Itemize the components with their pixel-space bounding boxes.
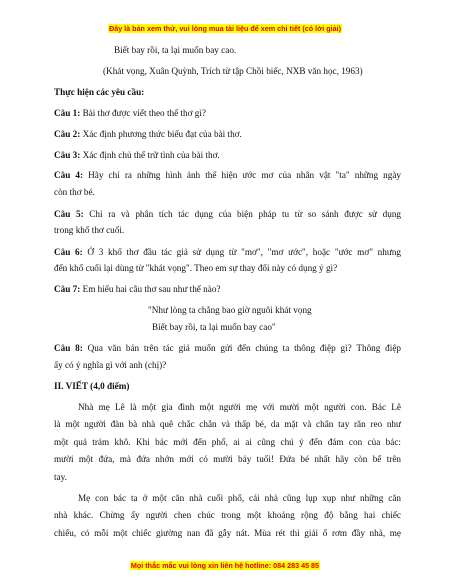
question-5 [54, 208, 401, 220]
question-text: Xác định phương thức biểu đạt của bài thơ. [82, 129, 242, 139]
preview-banner: Đây là bản xem thử, vui lòng mua tài liệu để xem chi tiết (có lời giải) [109, 24, 341, 33]
question-4-cont: còn thơ bé. [54, 187, 95, 197]
question-6-cont: đến khổ cuối lại dùng từ "khát vọng". Theo em sự thay đổi này có dụng ý gì? [54, 263, 338, 273]
section-heading: II. VIẾT (4,0 điểm) [54, 381, 130, 391]
tasks-heading: Thực hiện các yêu cầu: [54, 87, 145, 97]
quote-line-1: "Như lòng ta chẳng bao giờ nguôi khát vọng [148, 305, 312, 315]
question-text: Qua văn bản trên tác giả muốn gửi đến chúng ta thông điệp gì? Thông điệp [87, 343, 401, 353]
question-8 [54, 342, 401, 354]
essay-line: Nhà mẹ Lê là một gia đình một người mẹ với mười một người con. Bác Lê [78, 402, 401, 412]
essay-line: Mẹ con bác ta ở một căn nhà cuối phố, cái nhà cũng lụp xụp như những căn [78, 493, 401, 503]
question-text: Hãy chỉ ra những hình ảnh thể hiện ước mơ của nhân vật "ta" những ngày [88, 170, 402, 180]
essay-line: một quả trám khô. Khi bác mới đến phố, ai ai cũng chú ý đến đám con của bác: [54, 437, 401, 447]
question-text: Chỉ ra và phân tích tác dụng của biện pháp tu từ so sánh được sử dụng [89, 209, 402, 219]
question-label: Câu 3: [54, 150, 81, 160]
essay-line: là một người đàn bà nhà quê chắc chắn và thấp bé, da mặt và chân tay răn reo như [54, 419, 401, 429]
question-label: Câu 6: [54, 247, 83, 257]
question-text: Ở 3 khổ thơ đầu tác giả sử dụng từ "mơ", "mơ ước", hoặc "ước mơ" nhưng [87, 247, 402, 257]
question-8-cont: ấy có ý nghĩa gì với anh (chị)? [54, 360, 167, 370]
question-label: Câu 7: [54, 284, 81, 294]
quote-line-2: Biết bay rồi, ta lại muốn bay cao" [152, 322, 276, 332]
question-text: Bài thơ được viết theo thể thơ gì? [82, 108, 206, 118]
poem-source: (Khát vọng, Xuân Quỳnh, Trích từ tập Chồi biếc, NXB văn học, 1963) [103, 66, 363, 76]
essay-line: mười một đứa, mà đứa nhớn mới có mười bảy tuổi! Đứa bé nhất hãy còn bế trên [54, 454, 401, 464]
question-label: Câu 4: [54, 170, 84, 180]
question-1 [54, 107, 401, 119]
hotline-banner: Mọi thắc mắc vui lòng xin liên hệ hotline: 084 283 45 85 [130, 561, 320, 570]
question-3 [54, 149, 401, 161]
essay-line: nhà khác. Chừng ấy người chen chúc trong một khoảng rộng độ bằng hai chiếc [54, 510, 401, 520]
poem-last-line: Biết bay rồi, ta lại muốn bay cao. [114, 45, 237, 55]
question-text: Xác định chủ thể trữ tình của bài thơ. [82, 150, 220, 160]
question-4 [54, 169, 401, 181]
question-label: Câu 1: [54, 108, 81, 118]
question-6 [54, 246, 401, 258]
question-7 [54, 283, 401, 295]
question-5-cont: trong khổ thơ cuối. [54, 225, 125, 235]
question-label: Câu 2: [54, 129, 81, 139]
question-label: Câu 5: [54, 209, 84, 219]
question-label: Câu 8: [54, 343, 83, 353]
question-2 [54, 128, 401, 140]
question-text: Em hiểu hai câu thơ sau như thế nào? [82, 284, 221, 294]
essay-line: chiếu, có mỗi một chiếc giường nan đã gẫy nát. Mùa rét thì giải ổ rơm đầy nhà, mẹ [54, 528, 401, 538]
essay-line: tay. [54, 472, 67, 482]
